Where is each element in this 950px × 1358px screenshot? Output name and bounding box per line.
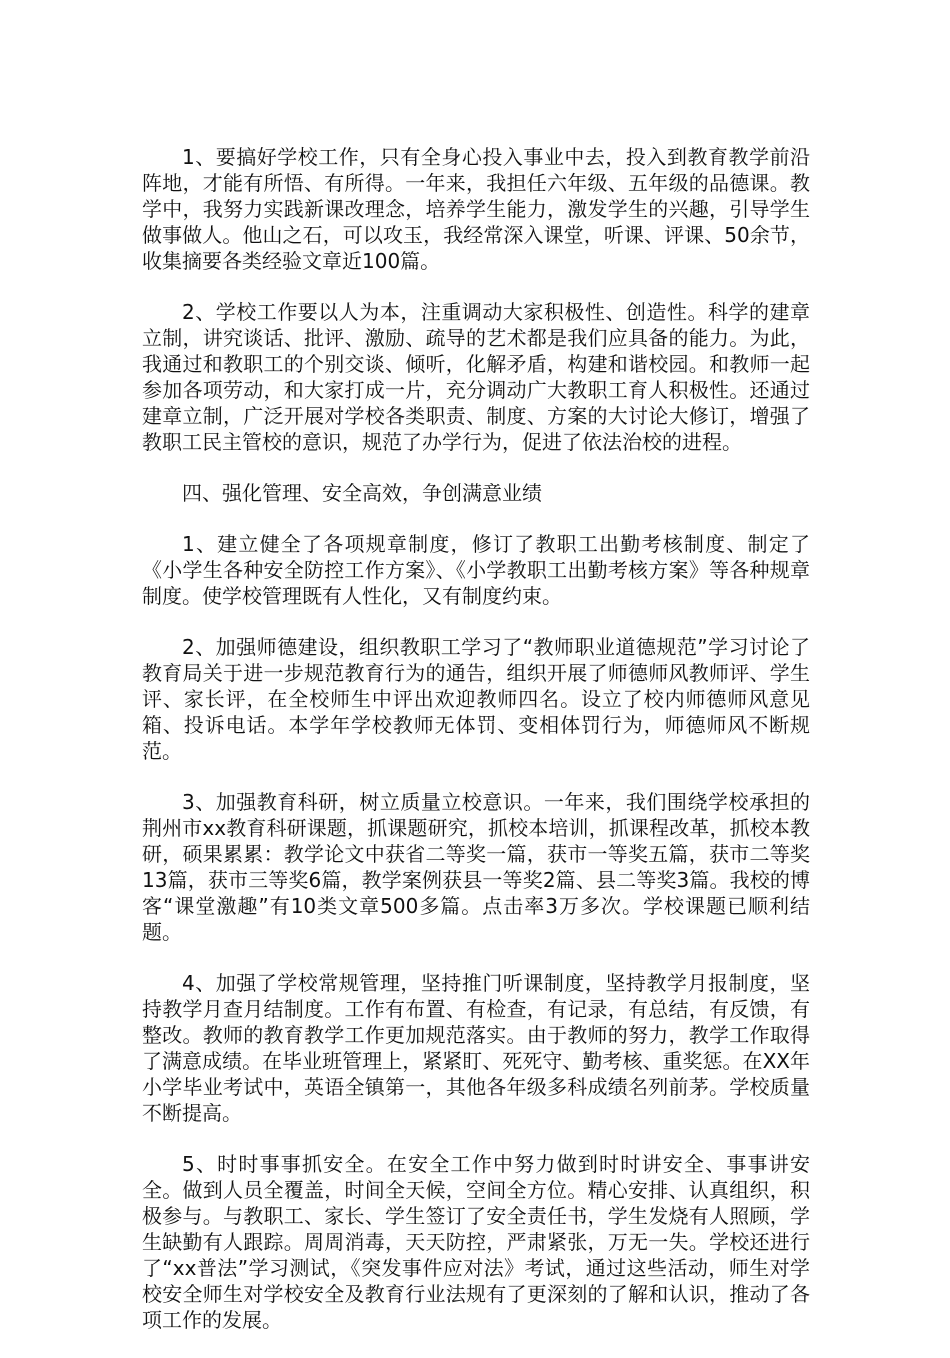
- paragraph-management-1: 1、建立健全了各项规章制度，修订了教职工出勤考核制度、制定了《小学生各种安全防控工作方案》、《小学教职工出勤考核方案》等各种规章制度。使学校管理既有人性化，又有制度约束。: [142, 532, 810, 608]
- paragraph-leadership-2: 2、学校工作要以人为本，注重调动大家积极性、创造性。科学的建章立制，讲究谈话、批评、激励、疏导的艺术都是我们应具备的能力。为此，我通过和教职工的个别交谈、倾听，化解矛盾，构建和谐校园。和教师一起参加各项劳动，和大家打成一片，充分调动广大教职工育人积极性。还通过建章立制，广泛开展对学校各类职责、制度、方案的大讨论大修订，增强了教职工民主管校的意识，规范了办学行为，促进了依法治校的进程。: [142, 300, 810, 454]
- document-page: [142, 144, 810, 1358]
- paragraph-management-5: 5、时时事事抓安全。在安全工作中努力做到时时讲安全、事事讲安全。做到人员全覆盖，时间全天候，空间全方位。精心安排、认真组织，积极参与。与教职工、家长、学生签订了安全责任书，学生发烧有人照顾，学生缺勤有人跟踪。周周消毒，天天防控，严肃紧张，万无一失。学校还进行了“xx普法”学习测试，《突发事件应对法》考试，通过这些活动，师生对学校安全师生对学校安全及教育行业法规有了更深刻的了解和认识，推动了各项工作的发展。: [142, 1152, 810, 1332]
- section-heading-management: 四、强化管理、安全高效，争创满意业绩: [182, 481, 542, 505]
- paragraph-management-2: 2、加强师德建设，组织教职工学习了“教师职业道德规范”学习讨论了教育局关于进一步规范教育行为的通告，组织开展了师德师风教师评、学生评、家长评，在全校师生中评出欢迎教师四名。设立了校内师德师风意见箱、投诉电话。本学年学校教师无体罚、变相体罚行为，师德师风不断规范。: [142, 635, 810, 763]
- paragraph-management-4: 4、加强了学校常规管理，坚持推门听课制度，坚持教学月报制度，坚持教学月查月结制度。工作有布置、有检查，有记录，有总结，有反馈，有整改。教师的教育教学工作更加规范落实。由于教师的努力，教学工作取得了满意成绩。在毕业班管理上，紧紧盯、死死守、勤考核、重奖惩。在XX年小学毕业考试中，英语全镇第一，其他各年级多科成绩名列前茅。学校质量不断提高。: [142, 971, 810, 1125]
- paragraph-leadership-1: 1、要搞好学校工作，只有全身心投入事业中去，投入到教育教学前沿阵地，才能有所悟、有所得。一年来，我担任六年级、五年级的品德课。教学中，我努力实践新课改理念，培养学生能力，激发学生的兴趣，引导学生做事做人。他山之石，可以攻玉，我经常深入课堂，听课、评课、50余节，收集摘要各类经验文章近100篇。: [142, 145, 810, 273]
- paragraph-management-3: 3、加强教育科研，树立质量立校意识。一年来，我们围绕学校承担的荆州市xx教育科研课题，抓课题研究，抓校本培训，抓课程改革，抓校本教研，硕果累累：教学论文中获省二等奖一篇，获市一等奖五篇，获市二等奖13篇，获市三等奖6篇，教学案例获县一等奖2篇、县二等奖3篇。我校的博客“课堂激趣”有10类文章500多篇。点击率3万多次。学校课题已顺利结题。: [142, 790, 810, 944]
